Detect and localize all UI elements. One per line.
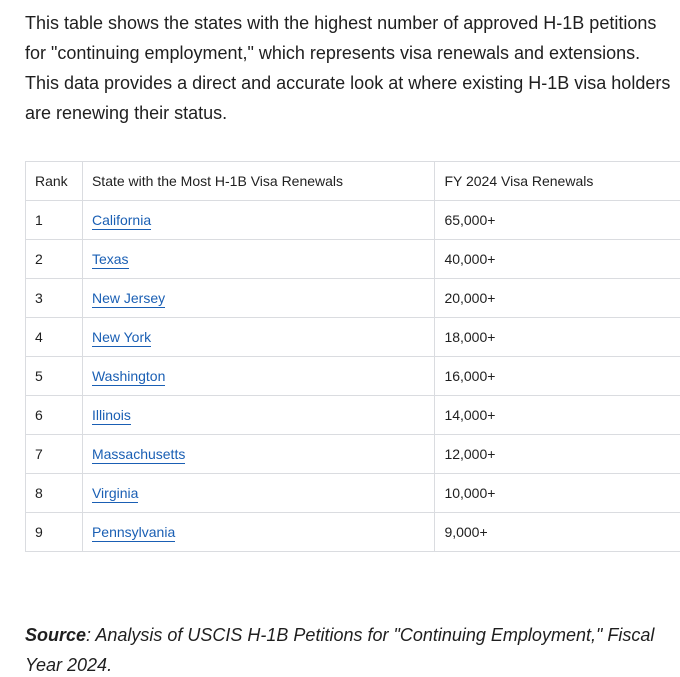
rank-cell: 9 <box>26 513 83 552</box>
rank-cell: 6 <box>26 396 83 435</box>
renewals-cell: 40,000+ <box>435 240 680 279</box>
renewals-table-container <box>25 161 680 552</box>
table-row <box>26 357 680 396</box>
rank-cell: 8 <box>26 474 83 513</box>
rank-cell: 4 <box>26 318 83 357</box>
state-cell <box>82 201 434 240</box>
state-link-texas[interactable]: Texas <box>91 251 129 267</box>
source-note <box>25 620 675 677</box>
source-text: : Analysis of USCIS H-1B Petitions for "Continuing Employment," Fiscal Year 2024. <box>25 625 655 675</box>
state-cell <box>82 357 434 396</box>
rank-cell: 1 <box>26 201 83 240</box>
state-link-illinois[interactable]: Illinois <box>91 407 131 423</box>
renewals-cell: 16,000+ <box>435 357 680 396</box>
renewals-table <box>25 161 680 552</box>
table-row <box>26 279 680 318</box>
header-state: State with the Most H-1B Visa Renewals <box>82 162 434 201</box>
header-rank: Rank <box>26 162 83 201</box>
state-link-new-jersey[interactable]: New Jersey <box>91 290 166 306</box>
state-cell <box>82 318 434 357</box>
renewals-cell: 9,000+ <box>435 513 680 552</box>
state-cell <box>82 279 434 318</box>
table-row <box>26 396 680 435</box>
header-renewals: FY 2024 Visa Renewals <box>435 162 680 201</box>
state-cell <box>82 240 434 279</box>
table-row <box>26 513 680 552</box>
table-row <box>26 201 680 240</box>
renewals-cell: 65,000+ <box>435 201 680 240</box>
rank-cell: 5 <box>26 357 83 396</box>
rank-cell: 7 <box>26 435 83 474</box>
renewals-cell: 20,000+ <box>435 279 680 318</box>
state-link-washington[interactable]: Washington <box>91 368 166 384</box>
state-link-california[interactable]: California <box>91 212 152 228</box>
state-link-pennsylvania[interactable]: Pennsylvania <box>91 524 176 540</box>
rank-cell: 2 <box>26 240 83 279</box>
table-row <box>26 318 680 357</box>
table-row <box>26 435 680 474</box>
state-cell <box>82 513 434 552</box>
source-label: Source <box>25 625 87 645</box>
renewals-cell: 12,000+ <box>435 435 680 474</box>
table-row <box>26 240 680 279</box>
state-link-virginia[interactable]: Virginia <box>91 485 139 501</box>
state-cell <box>82 396 434 435</box>
table-row <box>26 474 680 513</box>
renewals-cell: 10,000+ <box>435 474 680 513</box>
state-link-new-york[interactable]: New York <box>91 329 152 345</box>
state-link-massachusetts[interactable]: Massachusetts <box>91 446 186 462</box>
state-cell <box>82 435 434 474</box>
renewals-cell: 14,000+ <box>435 396 680 435</box>
state-cell <box>82 474 434 513</box>
renewals-cell: 18,000+ <box>435 318 680 357</box>
intro-paragraph: This table shows the states with the highest number of approved H-1B petitions for "continuing employment," which represents visa renewals and extensions. This data provides a direct and accurate look at where existing H-1B visa holders are renewing their status. <box>25 13 671 123</box>
rank-cell: 3 <box>26 279 83 318</box>
table-header-row <box>26 162 680 201</box>
